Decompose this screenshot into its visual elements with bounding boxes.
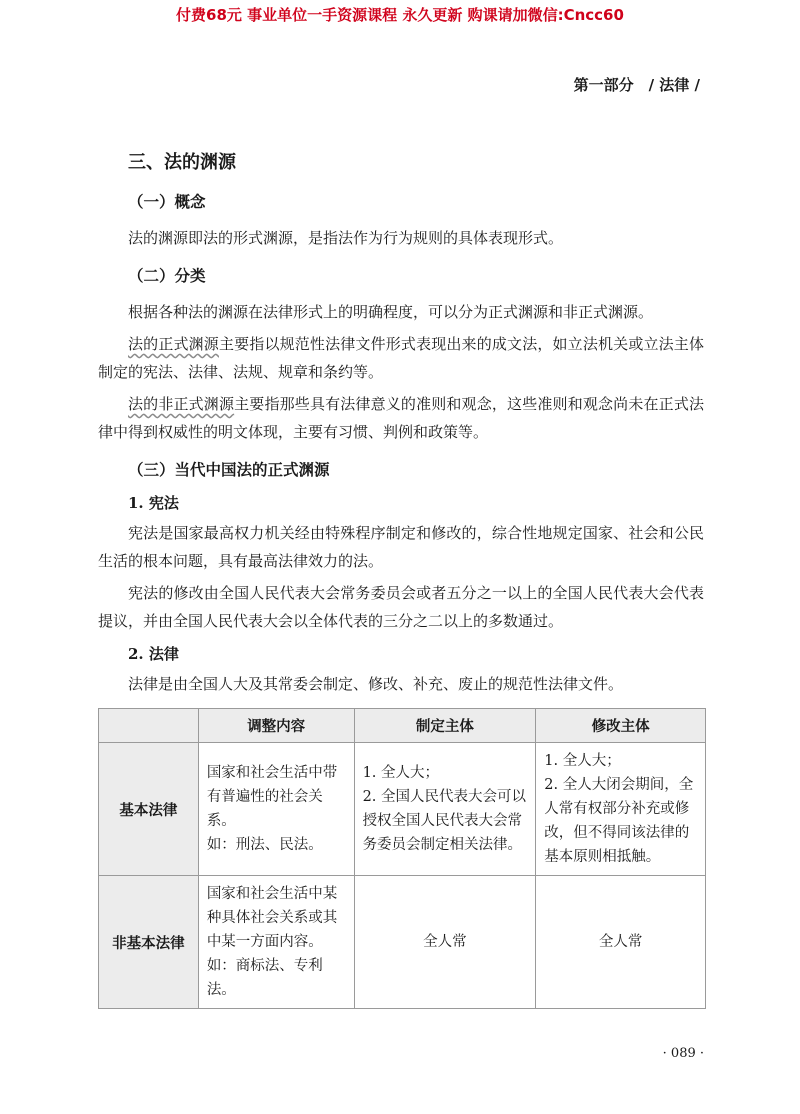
item-title-constitution: 1. 宪法 [128,494,179,512]
concept-paragraph: 法的渊源即法的形式渊源，是指法作为行为规则的具体表现形式。 [128,229,564,247]
formal-source-paragraph [98,330,704,386]
cell-line: 国家和社会生活中某种具体社会关系或其中某一方面内容。 [206,886,338,950]
informal-source-term: 法的非正式渊源 [128,395,235,413]
promo-banner: 付费68元 事业单位一手资源课程 永久更新 购课请加微信:Cncc60 [176,6,624,24]
table-row [99,743,706,876]
law-paragraph: 法律是由全国人大及其常委会制定、修改、补充、废止的规范性法律文件。 [128,675,624,693]
table-row [99,876,706,1009]
cell-line: 1. 全人大； [362,765,440,781]
cell-line: 2. 全人大闭会期间，全人常有权部分补充或修改，但不得同该法律的基本原则相抵触。 [544,777,694,865]
informal-source-text: 主要指那些具有法律意义的准则和观念，这些准则和观念尚未在正式法律中得到权威性的明文体现，主要有习惯、判例和政策等。 [98,395,704,441]
table-corner-cell [99,709,199,743]
running-header: 第一部分 / 法律 / [573,76,700,94]
section-title: 三、法的渊源 [128,152,236,173]
classification-paragraph: 根据各种法的渊源在法律形式上的明确程度，可以分为正式渊源和非正式渊源。 [128,303,654,321]
cell-line: 如：商标法、专利法。 [206,958,323,998]
constitution-paragraph-1: 宪法是国家最高权力机关经由特殊程序制定和修改的，综合性地规定国家、社会和公民生活的根本问题，具有最高法律效力的法。 [98,524,704,570]
row-label-non-basic-law: 非基本法律 [99,876,199,1009]
subsection-title-classification: （二）分类 [128,266,206,285]
cell-maker-basic [354,743,536,876]
subsection-title-concept: （一）概念 [128,192,206,211]
cell-modifier-basic [536,743,706,876]
cell-line: 2. 全国人民代表大会可以授权全国人民代表大会常务委员会制定相关法律。 [362,789,527,853]
column-header-modifier: 修改主体 [536,709,706,743]
row-label-basic-law: 基本法律 [99,743,199,876]
cell-line: 国家和社会生活中带有普遍性的社会关系。 [206,765,338,829]
constitution-paragraph-2: 宪法的修改由全国人民代表大会常务委员会或者五分之一以上的全国人民代表大会代表提议，并由全国人民代表大会以全体代表的三分之二以上的多数通过。 [98,584,704,630]
cell-line: 1. 全人大； [544,753,621,769]
column-header-maker: 制定主体 [354,709,536,743]
page-number: · 089 · [662,1046,704,1061]
law-comparison-table [98,708,706,1009]
formal-source-text: 主要指以规范性法律文件形式表现出来的成文法，如立法机关或立法主体制定的宪法、法律、法规、规章和条约等。 [98,335,704,381]
table-header-row [99,709,706,743]
cell-content-non-basic [198,876,354,1009]
cell-modifier-non-basic: 全人常 [536,876,706,1009]
item-title-law: 2. 法律 [128,645,179,663]
formal-source-term: 法的正式渊源 [128,335,219,353]
subsection-title-formal-sources: （三）当代中国法的正式渊源 [128,460,330,479]
cell-maker-non-basic: 全人常 [354,876,536,1009]
column-header-content: 调整内容 [198,709,354,743]
cell-line: 如：刑法、民法。 [206,837,323,853]
cell-content-basic [198,743,354,876]
page-content [98,148,704,1009]
informal-source-paragraph [98,390,704,446]
